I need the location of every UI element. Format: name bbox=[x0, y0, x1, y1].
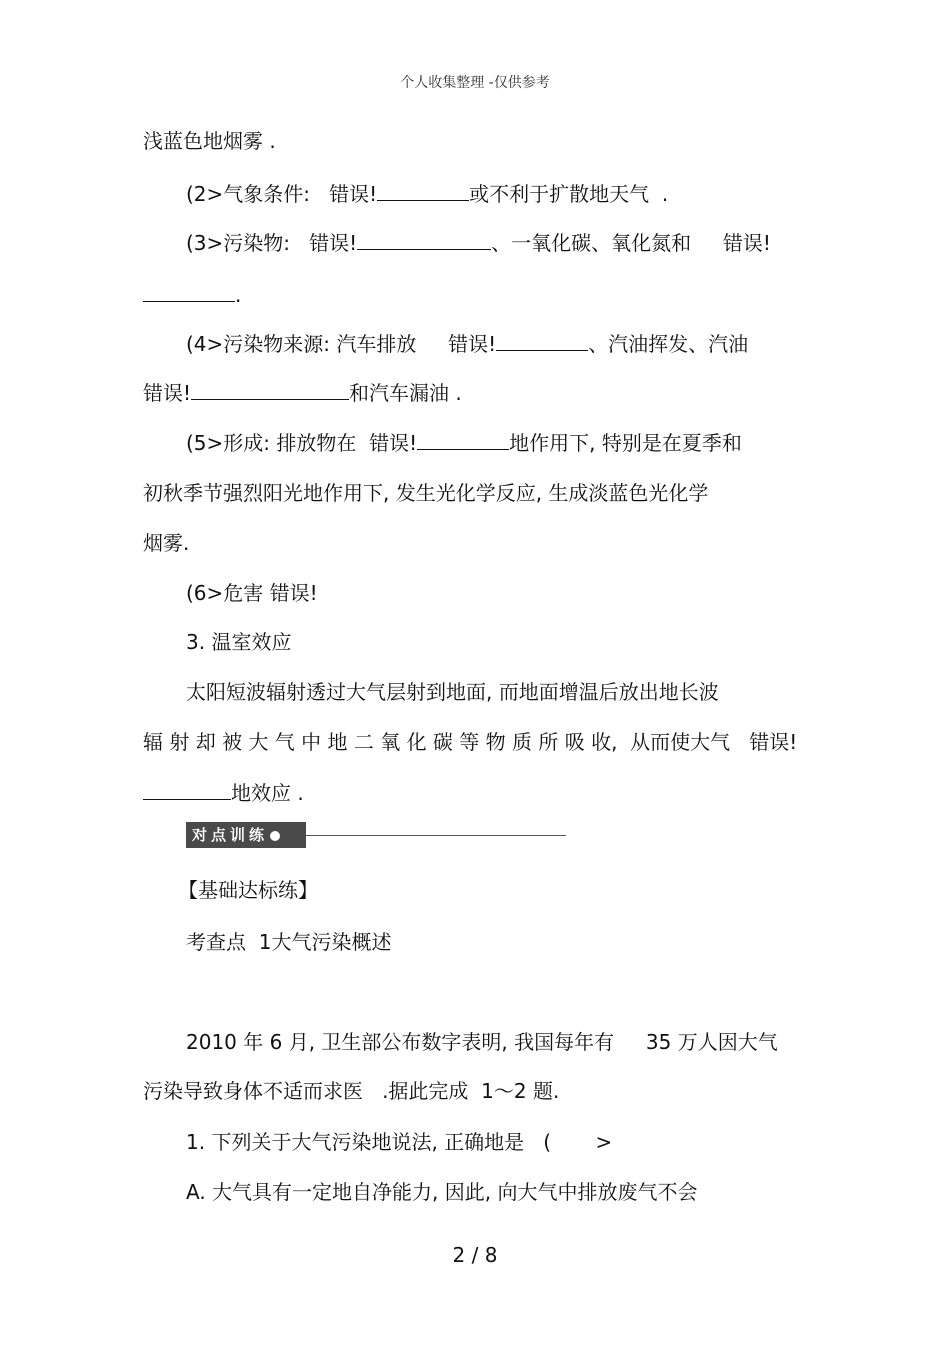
text-fragment: 、汽油挥发、汽油 bbox=[588, 332, 749, 356]
text-fragment: . bbox=[235, 283, 242, 307]
text-line: 污染导致身体不适而求医 .据此完成 1～2 题. bbox=[143, 1079, 560, 1103]
text-line: 太阳短波辐射透过大气层射到地面, 而地面增温后放出地长波 bbox=[186, 680, 719, 704]
text-fragment: 地效应 . bbox=[231, 781, 304, 805]
banner-label-box bbox=[186, 822, 306, 848]
text-fragment: 地作用下, 特别是在夏季和 bbox=[509, 431, 742, 455]
sub-section-title: 【基础达标练】 bbox=[178, 878, 318, 902]
text-line: (6>危害 错误! bbox=[186, 581, 318, 605]
banner-label: 对点训练 bbox=[192, 826, 269, 844]
text-line: 辐 射 却 被 大 气 中 地 二 氧 化 碳 等 物 质 所 吸 收, 从而使大气 错误! bbox=[143, 730, 798, 754]
banner-rule bbox=[306, 835, 566, 836]
answer-blank bbox=[143, 283, 235, 302]
answer-blank bbox=[191, 381, 349, 400]
text-line: 浅蓝色地烟雾 . bbox=[143, 129, 276, 153]
text-line bbox=[143, 780, 304, 806]
page-number: 2 / 8 bbox=[452, 1243, 498, 1267]
text-fragment: (3>污染物: 错误! bbox=[186, 231, 358, 255]
section-heading: 3. 温室效应 bbox=[186, 630, 292, 654]
answer-blank bbox=[496, 332, 588, 351]
text-line bbox=[186, 230, 771, 256]
practice-banner bbox=[186, 822, 566, 850]
page-header: 个人收集整理 -仅供参考 bbox=[400, 75, 550, 91]
answer-blank bbox=[357, 231, 491, 250]
answer-blank bbox=[377, 182, 469, 201]
text-line: 初秋季节强烈阳光地作用下, 发生光化学反应, 生成淡蓝色光化学 bbox=[143, 481, 709, 505]
question-option: A. 大气具有一定地自净能力, 因此, 向大气中排放废气不会 bbox=[186, 1180, 698, 1204]
text-line: 烟雾. bbox=[143, 531, 190, 555]
text-line bbox=[186, 331, 748, 357]
text-line bbox=[143, 282, 241, 308]
text-fragment: (4>污染物来源: 汽车排放 错误! bbox=[186, 332, 497, 356]
answer-blank bbox=[417, 431, 509, 450]
topic-heading: 考查点 1大气污染概述 bbox=[186, 930, 392, 954]
text-line bbox=[186, 181, 668, 207]
answer-blank bbox=[143, 781, 231, 800]
text-fragment: 、一氧化碳、氧化氮和 错误! bbox=[491, 231, 771, 255]
text-fragment: (2>气象条件: 错误! bbox=[186, 182, 378, 206]
dot-icon bbox=[270, 831, 280, 841]
text-fragment: 错误! bbox=[143, 381, 192, 405]
text-line bbox=[143, 380, 462, 406]
question-stem: 1. 下列关于大气污染地说法, 正确地是 ( > bbox=[186, 1130, 613, 1154]
text-fragment: 或不利于扩散地天气 . bbox=[469, 182, 669, 206]
text-fragment: 和汽车漏油 . bbox=[349, 381, 462, 405]
text-line bbox=[186, 430, 742, 456]
text-line: 2010 年 6 月, 卫生部公布数字表明, 我国每年有 35 万人因大气 bbox=[186, 1030, 778, 1054]
text-fragment: (5>形成: 排放物在 错误! bbox=[186, 431, 418, 455]
